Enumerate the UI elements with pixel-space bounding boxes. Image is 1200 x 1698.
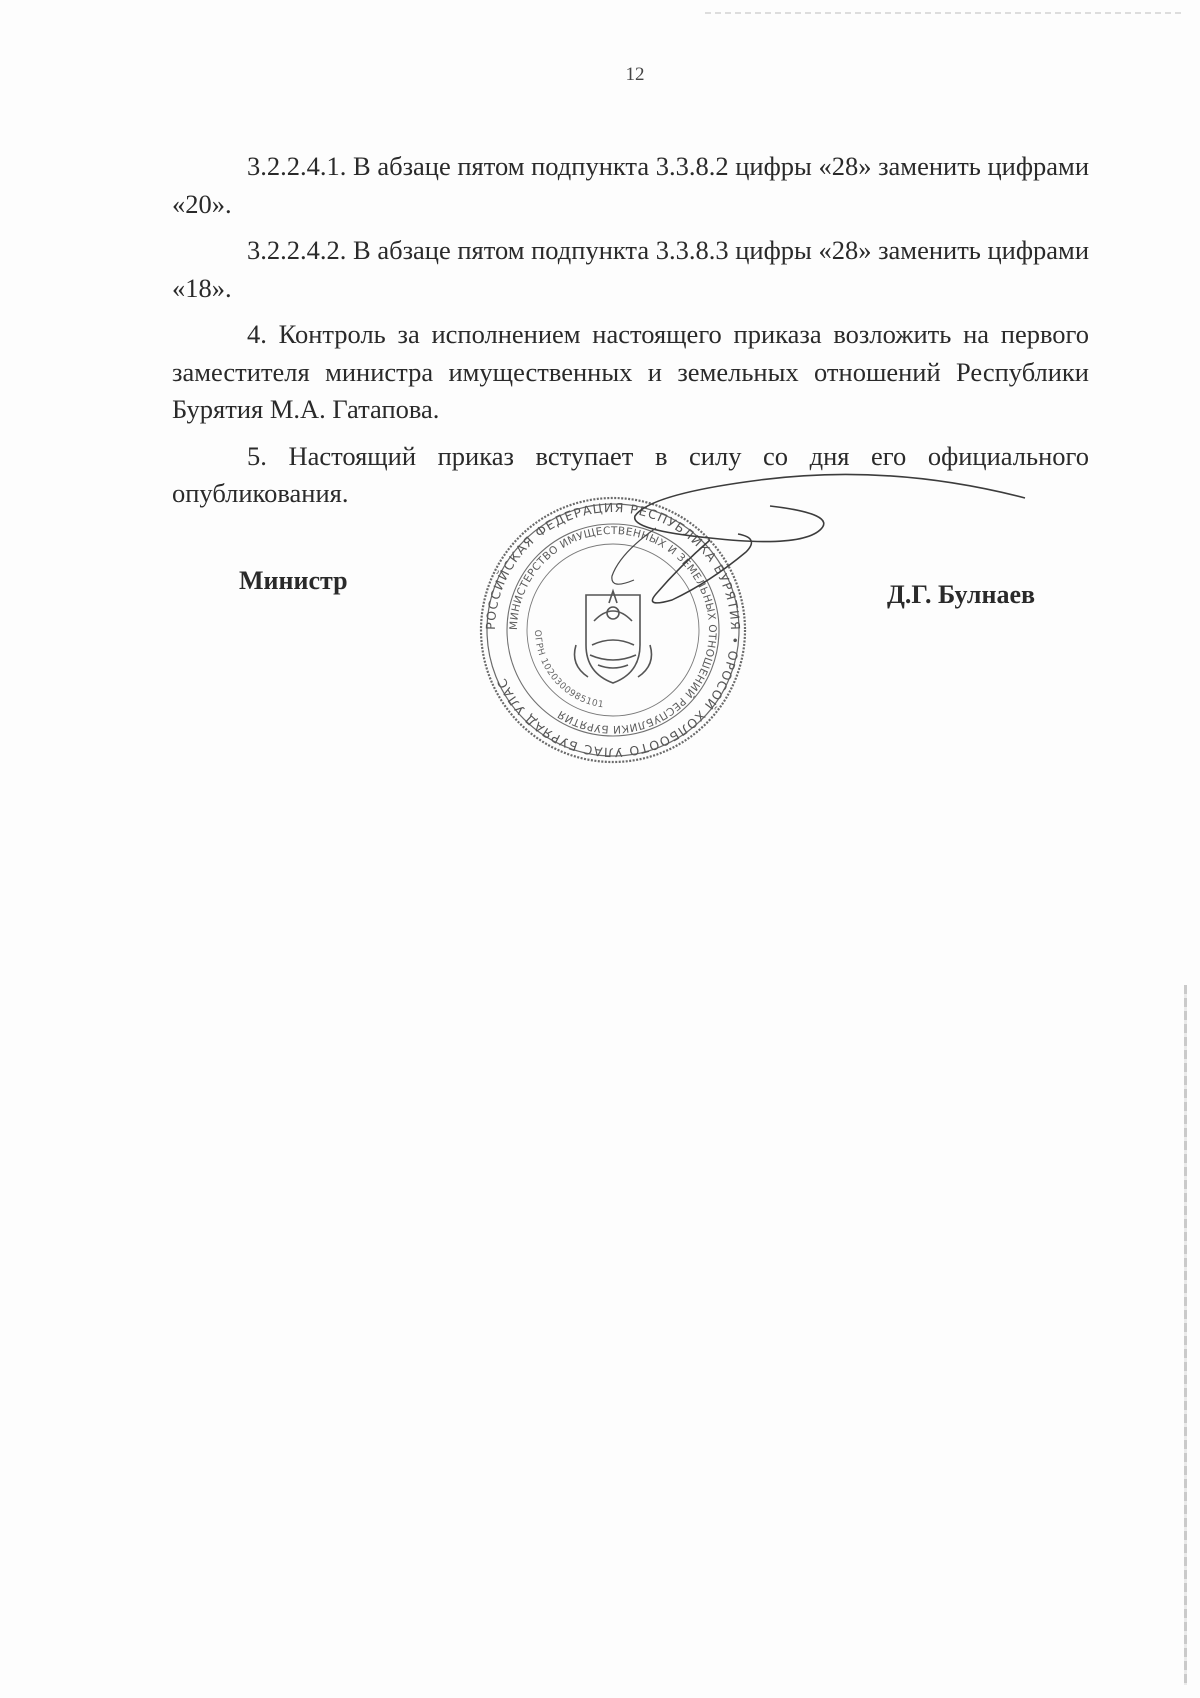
page-number: 12 <box>625 64 645 85</box>
paragraph-5: 5. Настоящий приказ вступает в силу со дня его официального опубликования. <box>172 440 1089 508</box>
stamp-inner-text: МИНИСТЕРСТВО ИМУЩЕСТВЕННЫХ И ЗЕМЕЛЬНЫХ ОТНОШЕНИЙ РЕСПУБЛИКИ БУРЯТИЯ <box>507 524 719 736</box>
paragraph-4: 4. Контроль за исполнением настоящего приказа возложить на первого заместителя министра имущественных и земельных отношений Республики Бурятия М.А. Гатапова. <box>172 319 1089 424</box>
stamp-outer-text: РОССИЙСКАЯ ФЕДЕРАЦИЯ РЕСПУБЛИКА БУРЯТИЯ • ОРОСОЙ ХОЛБООТО УЛАС БУРЯАД УЛАС <box>482 499 744 761</box>
document-body <box>172 148 1089 522</box>
paragraph-3-2-2-4-1: 3.2.2.4.1. В абзаце пятом подпункта 3.3.8.2 цифры «28» заменить цифрами «20». <box>172 151 1089 219</box>
stamp-ogrn-text: ОГРН 1020300985101 <box>531 629 605 711</box>
signatory-name: Д.Г. Булнаев <box>887 580 1036 609</box>
paragraph-3-2-2-4-2: 3.2.2.4.2. В абзаце пятом подпункта 3.3.8.3 цифры «28» заменить цифрами «18». <box>172 235 1089 303</box>
signature-block <box>0 566 1200 609</box>
scan-edge-right <box>1184 985 1187 1685</box>
signatory-title: Министр <box>239 566 348 595</box>
scan-edge-top <box>705 12 1185 14</box>
